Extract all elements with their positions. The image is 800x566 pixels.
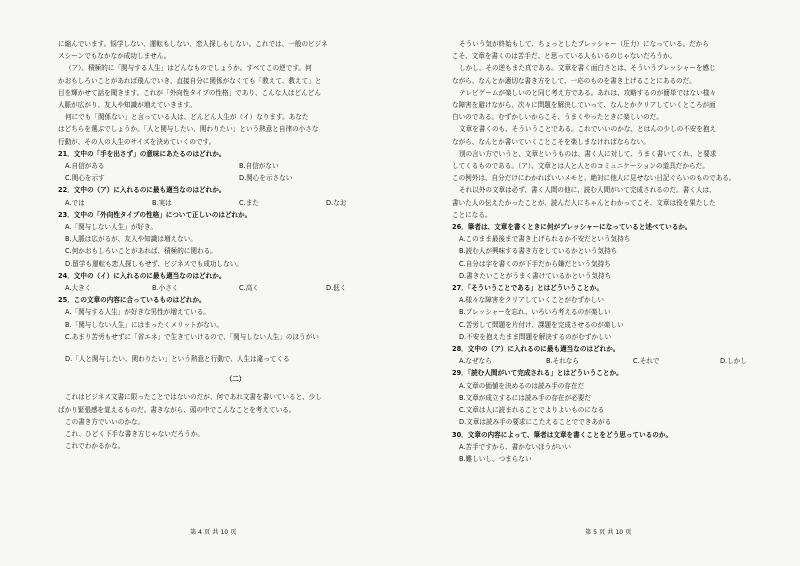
text-line: （ア）、積極的に「関与する人生」はどんなものでしょうか。すべてこの逆です。何 — [65, 64, 312, 73]
option[interactable]: C.文章は人に読まれることでよりよいものになる — [459, 406, 605, 415]
text-line: テレビゲームが楽しいのと同じ考え方である。あれは、攻略するのが簡単ではない様々 — [459, 88, 717, 97]
option[interactable]: B.小さく — [152, 284, 179, 293]
text-line: しかし、その逆もまた真である。文章を書く面白さとは、そういうプレッシャーを感じ — [459, 64, 716, 73]
option[interactable]: A.様々な障害をクリアしていくことがむずかしい — [459, 296, 604, 305]
option[interactable]: D.「人と関与したい、関わりたい」という熱意と行動で、人生は違ってくる — [65, 355, 290, 364]
text-line: に縮んでいます。悩学しない、運転もしない、恋人探しもしない。これでは、一般のビジネ — [58, 40, 328, 48]
question-29: 29．「読む人間がいて完成される」とはどういうことか。 — [452, 369, 623, 378]
text-line: 書いた人の伝えたかったことが、読んだ人にちゃんとわかってこそ、文章は役を果たした — [452, 198, 716, 207]
option[interactable]: C.何かおもしろいことがあれば、積極的に関わる。 — [65, 247, 217, 256]
option[interactable]: A.では — [65, 198, 85, 207]
option[interactable]: D.低く — [326, 284, 347, 293]
question-21: 21．文中の「手を出さず」の意味にあたるのはどれか。 — [58, 149, 226, 158]
text-line: これ、ひどく下手な書き方じゃないだろうか。 — [65, 430, 204, 439]
text-line: な障害を避けながら、次々に問題を解決していって、なんとかクリアしていくところが面 — [452, 101, 716, 110]
option[interactable]: D.しかし — [720, 357, 747, 366]
question-28: 28．文中の（ア）に入れるのに最も適当なのはどれか。 — [452, 345, 620, 354]
text-line: ながら、なんとか適切な書き方をして、一応のものを書き上げることにあるのだ。 — [452, 76, 696, 85]
option[interactable]: D.留学も運転も恋人探しもせず、ビジネスでも成功しない。 — [65, 259, 243, 268]
question-26: 26．筆者は、文章を書くときに何がプレッシャーになっていると述べているか。 — [452, 223, 692, 232]
option[interactable]: A.文章の価値を決めるのは読み手の存在だ — [459, 381, 585, 390]
question-30: 30．文章の内容によって、筆者は文章を書くことをどう思っているのか。 — [452, 430, 673, 439]
options-row — [58, 172, 413, 184]
option[interactable]: B.難しいし、つまらない — [459, 454, 532, 463]
option[interactable]: A.大きく — [65, 284, 92, 293]
text-line: かおもしろいことがあれば飛んでいき、直接自分に関係がなくても「教えて、教えて」と — [58, 76, 322, 85]
spacer — [58, 343, 413, 353]
text-line: 行動が、その人の人生のサイズを決めていくのです。 — [58, 137, 216, 146]
option[interactable]: B.それなら — [546, 357, 579, 366]
option[interactable]: B.プレッシャーを忘れ、いろいろ考えるのが楽しい — [459, 308, 611, 317]
option[interactable]: B.「関与しない人生」にはまったくメリットがない。 — [65, 320, 224, 329]
text-line: これはビジネス文書に限ったことではないのだが、何であれ文書を書いていると、少し — [65, 393, 322, 402]
page-footer: 第 5 页 共 10 页 — [585, 529, 632, 536]
text-line: してくるものである。（ア）、文章とは人と人とのコミュニケーションの道具だからだ。 — [452, 162, 709, 171]
option[interactable]: C.また — [239, 198, 259, 207]
option[interactable]: B.読む人が興味する書き方をしているかという気持ち — [459, 247, 618, 256]
text-line: この例外は、自分だけにわかればいいメモと、絶対に他人に見せない日記ぐらいのものである。 — [452, 174, 736, 183]
section-title: （二） — [225, 375, 246, 384]
question-23: 23．文中の「外向性タイプの性格」について正しいのはどれか。 — [58, 210, 252, 219]
option[interactable]: B.文章が成立するには読み手の存在が必要だ — [459, 393, 591, 402]
text-line: スシーンでもなかなか成功しません。 — [58, 52, 171, 61]
option[interactable]: C.自分は字を書くのが下手だから嫌だという気持ち — [459, 259, 611, 268]
option[interactable]: C.苦労して問題を片付け、課題を完成させるのが楽しい — [459, 320, 624, 329]
options-row — [58, 160, 413, 172]
option[interactable]: C.あまり苦労もせずに「省エネ」で生きていけるので、「関与しない人生」のほうがい — [65, 332, 319, 341]
text-line: 何にでも「関係ない」と言っている人は、どんどん人生が（イ）なります。あなた — [65, 113, 309, 122]
text-line: 目を輝かせて話を聞きます。これが「外向性タイプの性格」であり、こんな人はどんどん — [58, 88, 321, 97]
options-row — [58, 197, 413, 209]
question-24: 24．文中の（イ）に入れるのに最も適当なのはどれか。 — [58, 271, 226, 280]
option[interactable]: D.文章は読み手の要求にこたえることでできあがる — [459, 418, 612, 427]
option[interactable]: A.自信がある — [65, 162, 105, 171]
option[interactable]: C.それで — [633, 357, 660, 366]
text-line: そういう気が終始もして、ちょっとしたプレッシャー（圧力）になっている。だから — [459, 40, 709, 48]
option[interactable]: A.「関与する人生」が好きな男性が増えている。 — [65, 308, 210, 317]
text-line: ながら、なんとか書いていくことこそを楽しまなければならない。 — [452, 137, 650, 146]
options-row — [58, 282, 413, 294]
text-line: 人脈が広がり、友人や知識が増えていきます。 — [58, 101, 196, 110]
question-27: 27．「そういうことである」とはどういうことか。 — [452, 284, 603, 293]
option[interactable]: B.実は — [152, 198, 172, 207]
text-line: 白いのである。むずかしいからこそ、うまくやったときに楽しいのだ。 — [452, 113, 663, 122]
right-page — [452, 38, 800, 465]
option[interactable]: D.関心を示さない — [239, 174, 293, 183]
question-25: 25．この文章の内容に合っているものはどれか。 — [58, 296, 206, 305]
text-line: はどちらを選ぶでしょうか。「人と関与したい、関わりたい」という熱意と自律の小さな — [58, 125, 319, 134]
text-line: 別の言い方でいうと、文章というものは、書く人に対して、うまく書いてくれ、と要求 — [459, 149, 717, 158]
text-line: それ以外の文章は必ず、書く人間の他に、読む人間がいて完成されるのだ。書く人は、 — [459, 186, 716, 195]
option[interactable]: D.不安を抱えたまま問題を解決するのがむずかしい — [459, 332, 612, 341]
text-line: こそ、文章を書くのは苦手だ、と思っている人もいるのじゃないだろうか。 — [452, 52, 677, 61]
text-line: 文章を書くのも、そういうことである。これでいいのかな、とはんの少しの不安を抱え — [459, 125, 717, 134]
page-footer: 第 4 页 共 10 页 — [190, 529, 237, 536]
option[interactable]: C.高く — [239, 284, 259, 293]
text-line: これでわかるかな。 — [65, 442, 125, 451]
option[interactable]: D.書きたいことがうまく書けているかという気持ち — [459, 271, 612, 280]
left-page — [58, 38, 413, 453]
option[interactable]: A.このまま最後まで書き上げられるか不安だという気持ち — [459, 235, 631, 244]
option[interactable]: B.人脈は広がるが、友人や知識は増えない。 — [65, 235, 197, 244]
text-line: ことになる。 — [452, 210, 492, 219]
text-line: ばかり緊張感を覚えるものだ。書きながら、頭の中でこんなことを考えている。 — [58, 405, 296, 414]
option[interactable]: B.自信がない — [239, 162, 279, 171]
option[interactable]: A.苦手ですから、書かないほうがいい — [459, 442, 571, 451]
option[interactable]: A.「関与しない人生」が好き。 — [65, 223, 157, 232]
options-row — [452, 355, 800, 367]
option[interactable]: C.関心を示す — [65, 174, 105, 183]
text-line: この書き方でいいのかな。 — [65, 417, 145, 426]
option[interactable]: A.なぜなら — [459, 357, 492, 366]
option[interactable]: D.なお — [326, 198, 347, 207]
question-22: 22．文中の（ア）に入れるのに最も適当なのはどれか。 — [58, 186, 226, 195]
